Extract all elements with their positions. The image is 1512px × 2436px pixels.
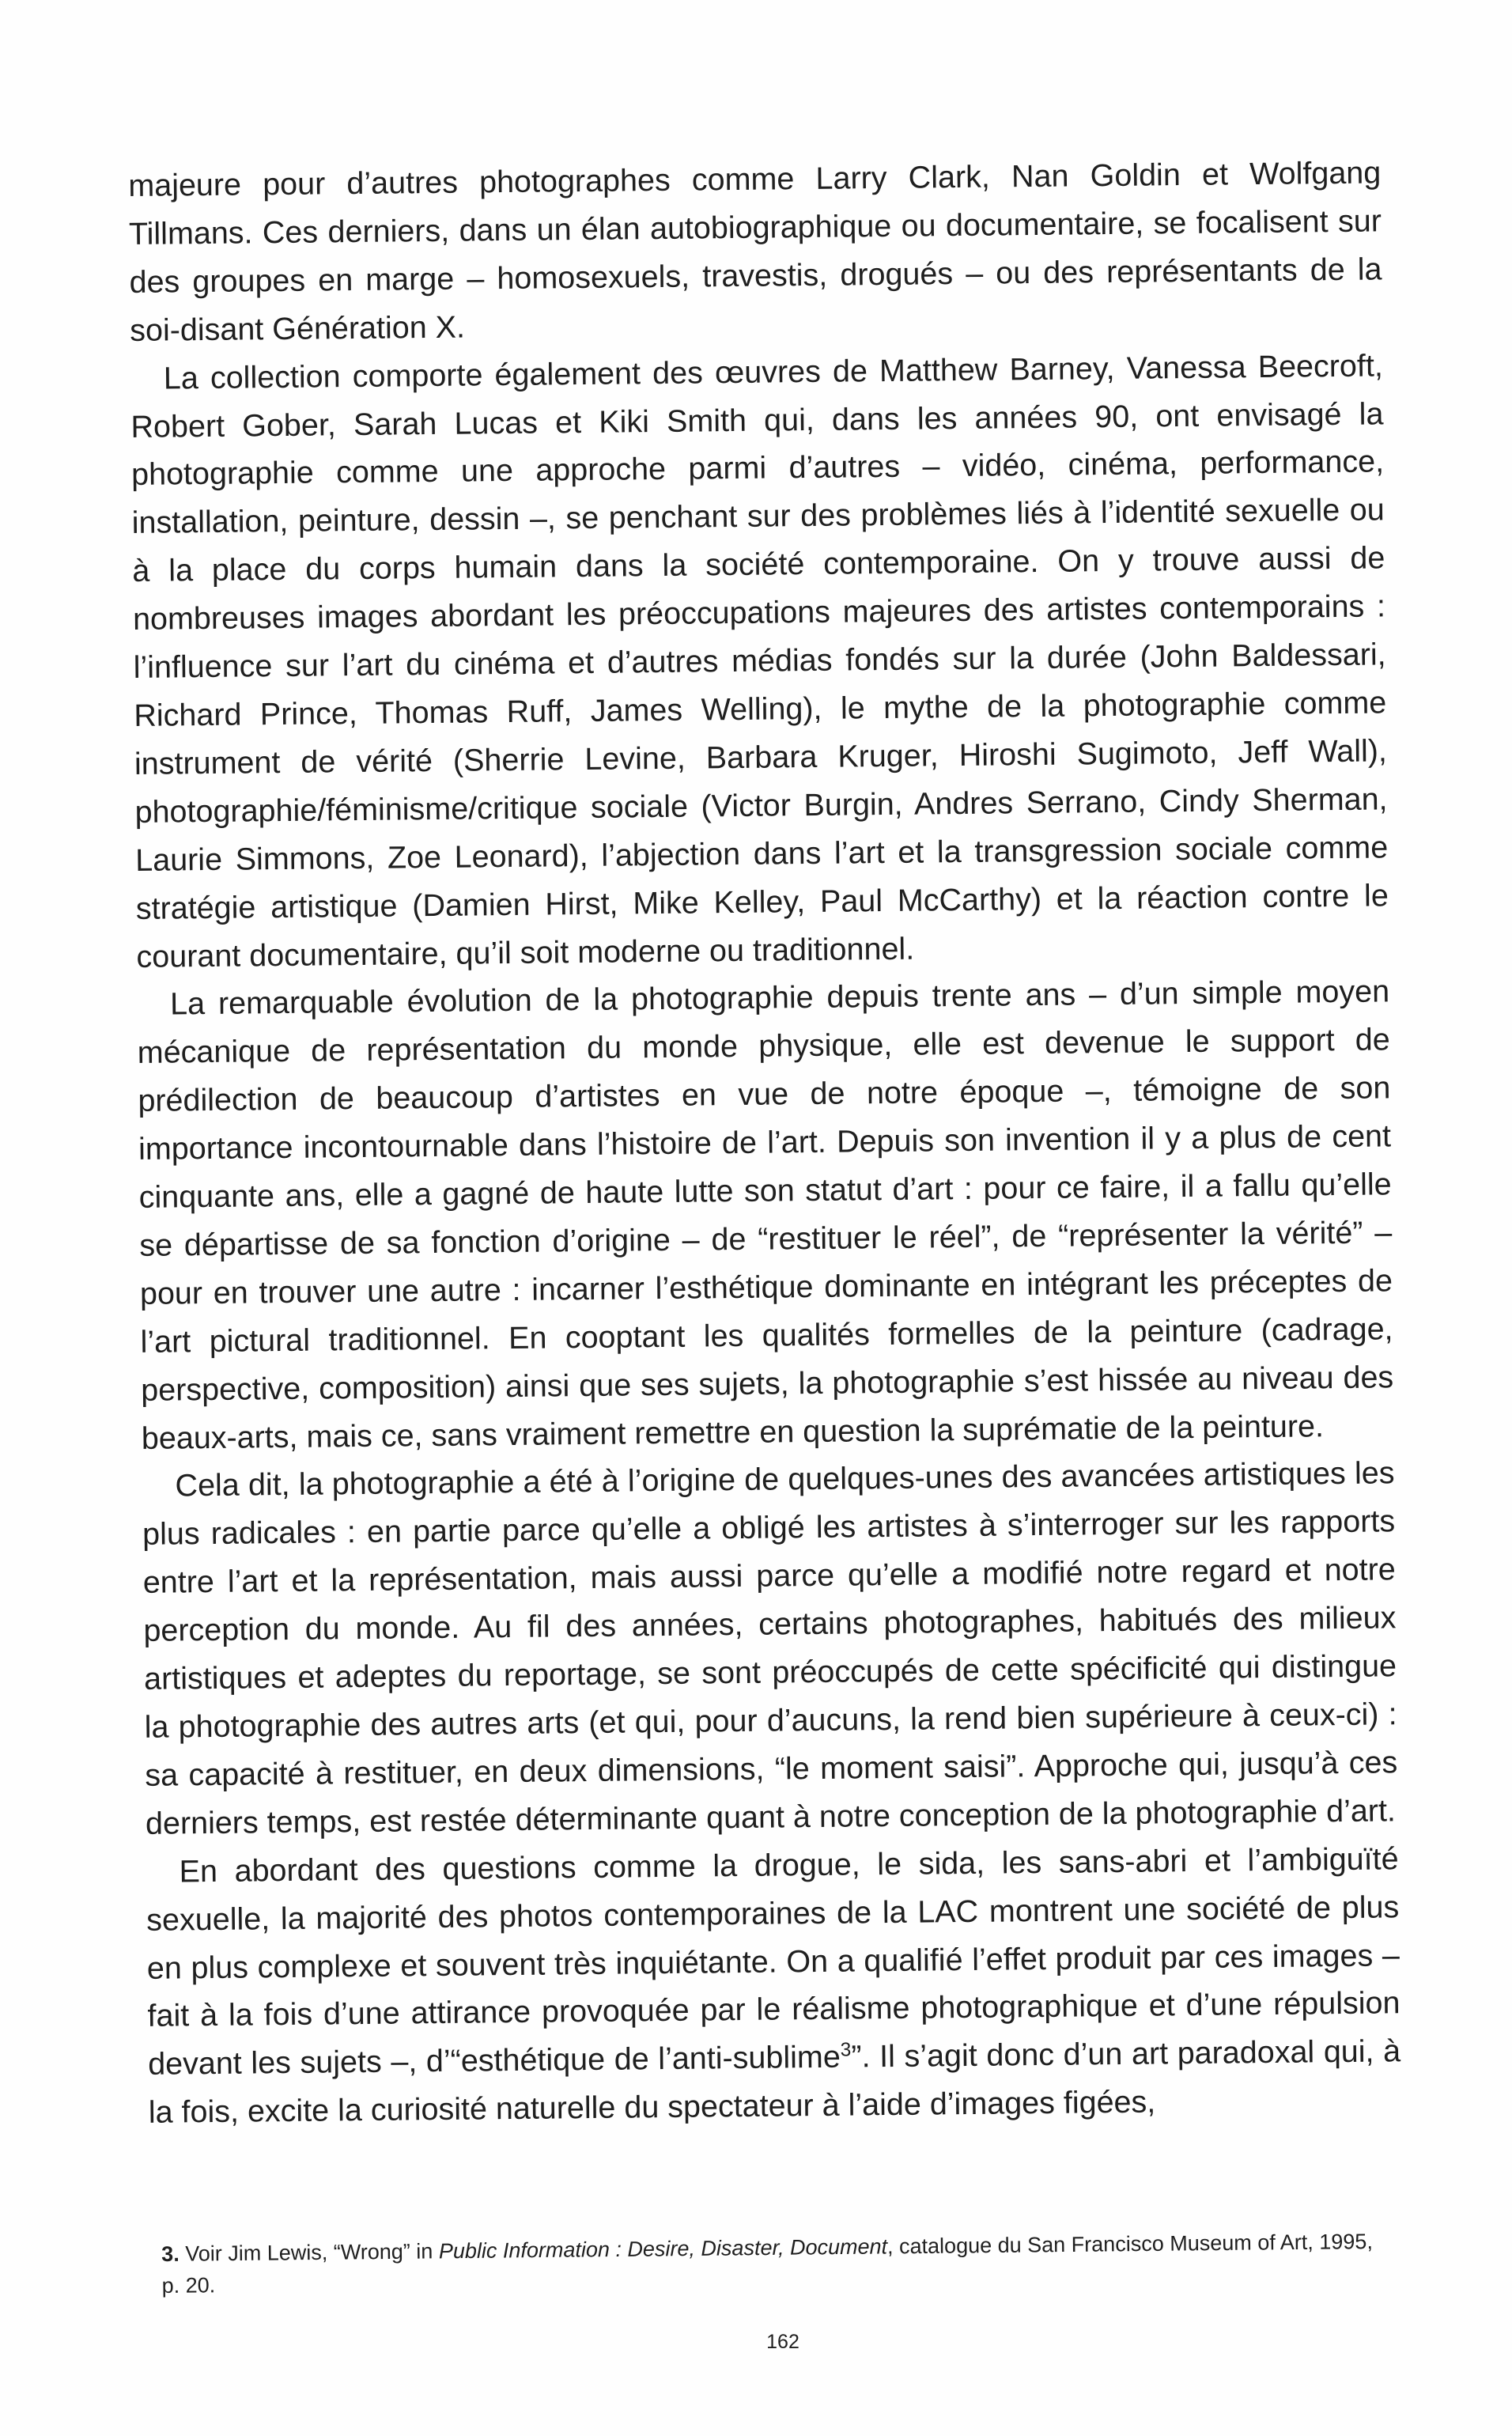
paragraph-text-after-note: ”. Il s’agit donc d’un art paradoxal qui, à la fois, excite la curiosité naturelle du spectateur à l’aide d’images figées, [148,2033,1401,2131]
footnote-lead: Voir Jim Lewis, “Wrong” in [185,2239,433,2266]
footnote-trail: , catalogue du San Francisco Museum of Art, 1995, p. 20. [161,2229,1374,2298]
footnote [161,2226,1396,2302]
paragraph-evolution: La remarquable évolution de la photographie depuis trente ans – d’un simple moyen mécanique de représentation du monde physique, elle est devenue le support de prédilection de beaucoup d’artistes en vue de notre époque –, témoigne de son importance incontournable dans l’histoire de l’art. Depuis son invention il y a plus de cent cinquante ans, elle a gagné de haute lutte son statut d’art : pour ce faire, il a fallu qu’elle se départisse de sa fonction d’origine – de “restituer le réel”, de “représenter la vérité” – pour en trouver une autre : incarner l’esthétique dominante en intégrant les préceptes de l’art pictural traditionnel. En cooptant les qualités formelles de la peinture (cadrage, perspective, composition) ainsi que ses sujets, la photographie s’est hissée au niveau des beaux-arts, mais ce, sans vraiment remettre en question la suprématie de la peinture. [137,974,1394,1456]
footnote-title: Public Information : Desire, Disaster, Document [438,2234,888,2264]
page-number: 162 [766,2331,799,2353]
footnote-number: 3. [161,2241,180,2266]
paragraph-text-before-note: En abordant des questions comme la drogue, le sida, les sans-abri et l’ambiguïté sexuelle, la majorité des photos contemporaines de la LAC montrent une société de plus en plus complexe et souvent très inquiétante. On a qualifié l’effet produit par ces images – fait à la fois d’une attirance provoquée par le réalisme photographique et d’une répulsion devant les sujets –, d’“esthétique de l’anti-sublime [146,1841,1400,2082]
paragraph-continuation: majeure pour d’autres photographes comme Larry Clark, Nan Goldin et Wolfgang Tillmans. Ces derniers, dans un élan autobiographique ou documentaire, se focalisent sur des groupes en marge – homosexuels, travestis, drogués – ou des représentants de la soi-disant Génération X. [128,155,1382,348]
footnote-reference: 3 [840,2039,852,2061]
body-text [128,149,1401,2137]
paragraph-collection: La collection comporte également des œuvres de Matthew Barney, Vanessa Beecroft, Robert Gober, Sarah Lucas et Kiki Smith qui, dans les années 90, ont envisagé la photographie comme une approche parmi d’autres – vidéo, cinéma, performance, installation, peinture, dessin –, se penchant sur des problèmes liés à l’identité sexuelle ou à la place du corps humain dans la société contemporaine. On y trouve aussi de nombreuses images abordant les préoccupations majeures des artistes contemporains : l’influence sur l’art du cinéma et d’autres médias fondés sur la durée (John Baldessari, Richard Prince, Thomas Ruff, James Welling), le mythe de la photographie comme instrument de vérité (Sherrie Levine, Barbara Kruger, Hiroshi Sugimoto, Jeff Wall), photographie/féminisme/critique sociale (Victor Burgin, Andres Serrano, Cindy Sherman, Laurie Simmons, Zoe Leonard), l’abjection dans l’art et la transgression sociale comme stratégie artistique (Damien Hirst, Mike Kelley, Paul McCarthy) et la réaction contre le courant documentaire, qu’il soit moderne ou traditionnel. [130,348,1389,974]
paragraph-radical-advances: Cela dit, la photographie a été à l’origine de quelques-unes des avancées artistiques les plus radicales : en partie parce qu’elle a obligé les artistes à s’interroger sur les rapports entre l’art et la représentation, mais aussi parce qu’elle a modifié notre regard et notre perception du monde. Au fil des années, certains photographes, habitués des milieux artistiques et adeptes du reportage, se sont préoccupés de cette spécificité qui distingue la photographie des autres arts (et qui, pour d’aucuns, la rend bien supérieure à ceux-ci) : sa capacité à restituer, en deux dimensions, “le moment saisi”. Approche qui, jusqu’à ces derniers temps, est restée déterminante quant à notre conception de la photographie d’art. [142,1455,1398,1841]
paragraph-anti-sublime [146,1835,1401,2137]
